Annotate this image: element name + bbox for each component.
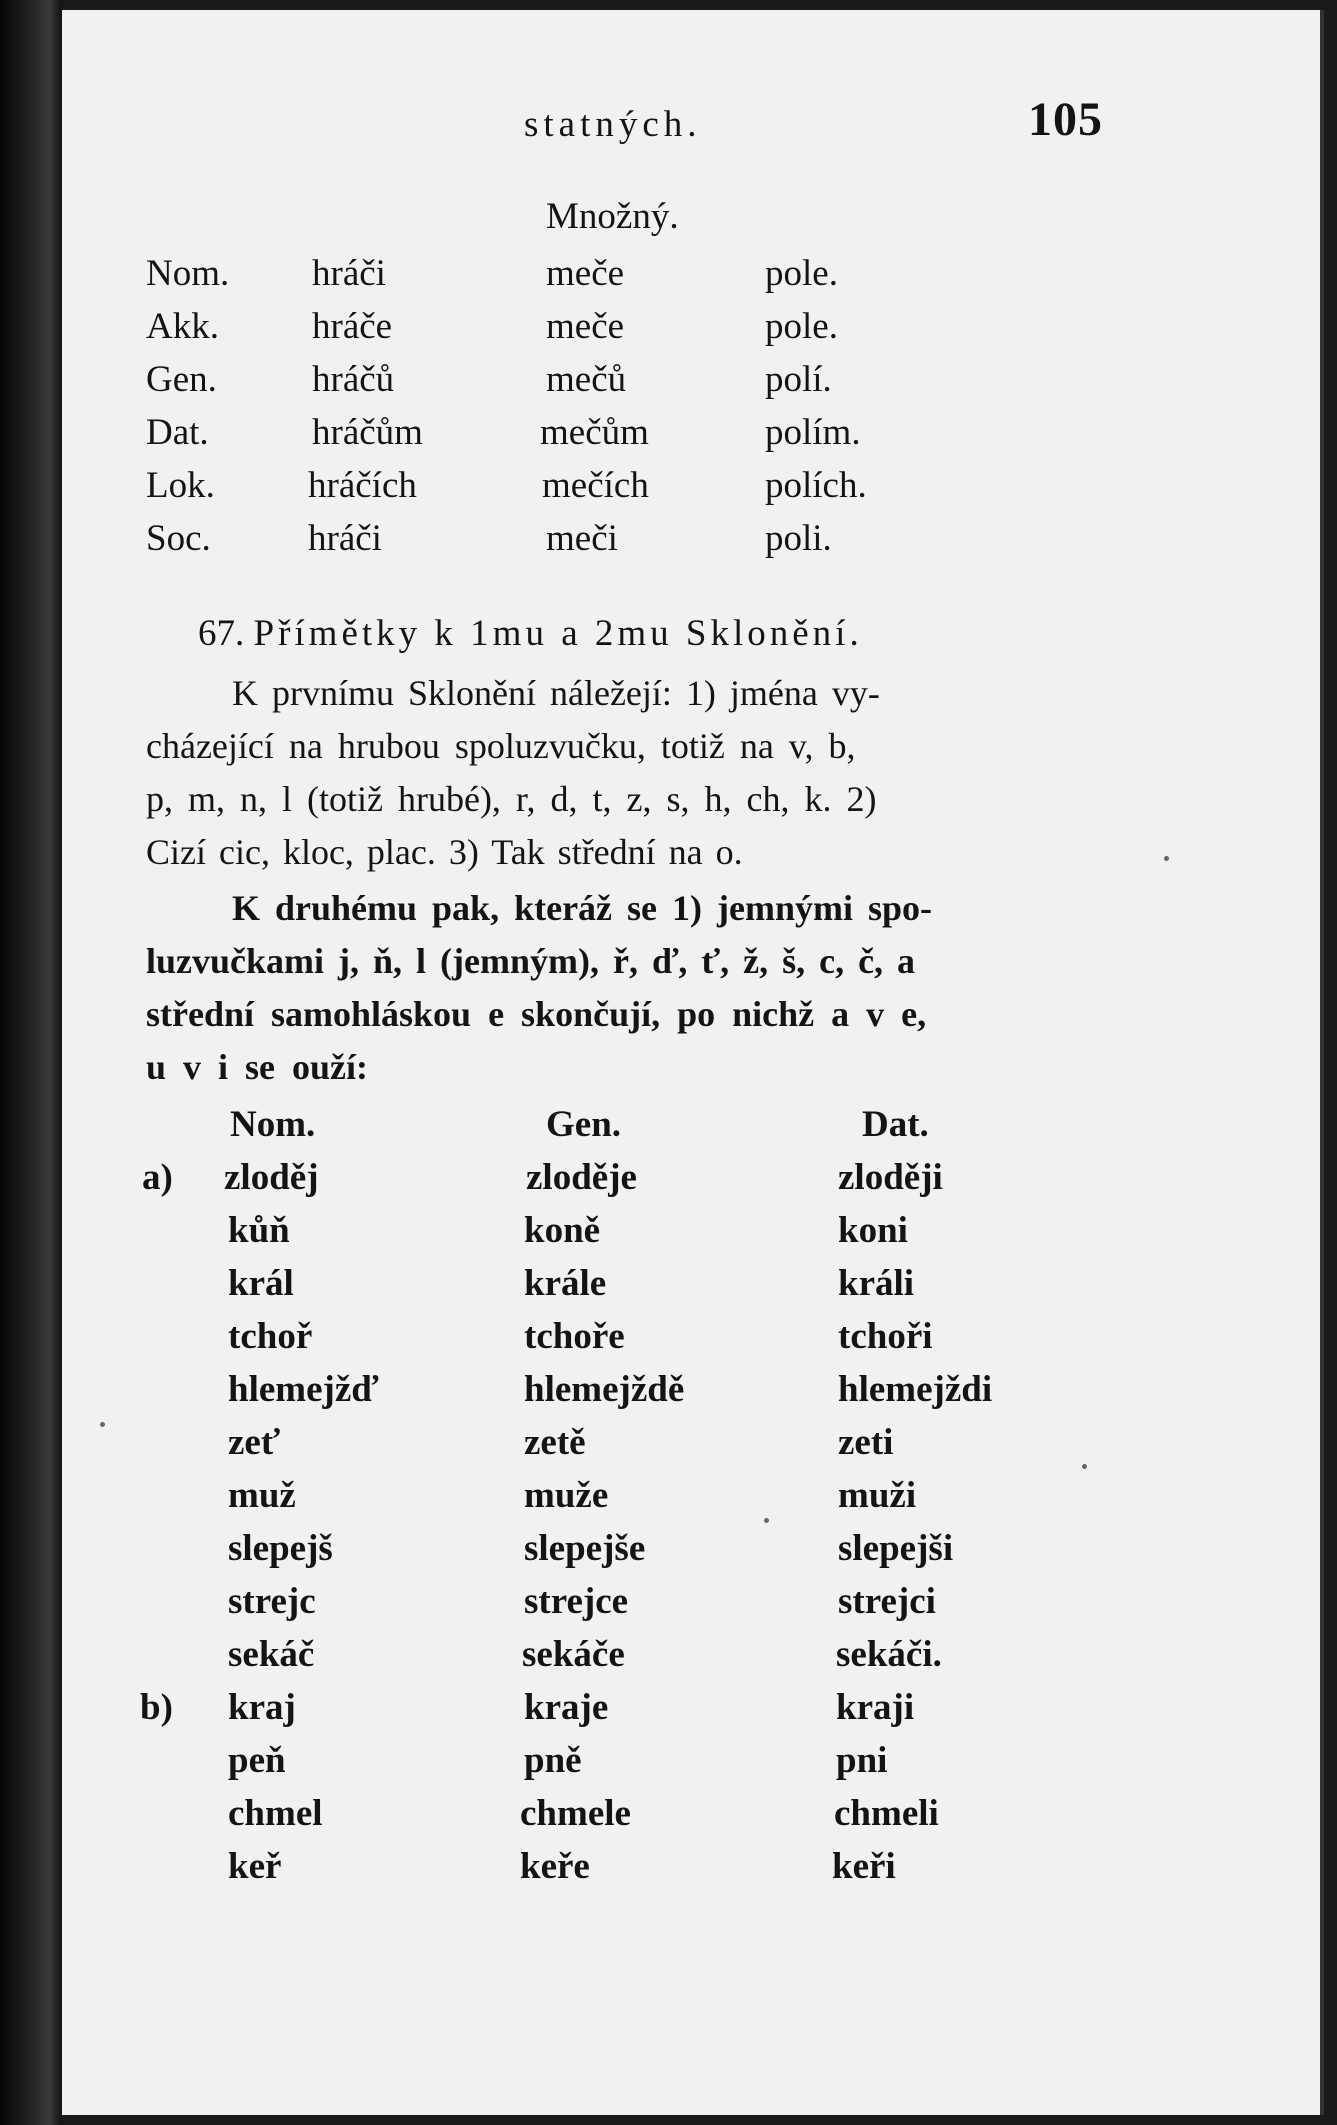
table-cell: hráči [308,518,382,559]
table-cell: meče [546,306,625,347]
table-cell: meče [546,253,625,294]
dative-cell: muži [838,1475,917,1516]
genitive-cell: keře [520,1846,590,1887]
plural-heading: Množný. [546,196,679,237]
dative-cell: slepejši [838,1528,954,1569]
text-line: p, m, n, l (totiž hrubé), r, d, t, z, s, h, ch, k. 2) [146,779,877,819]
genitive-cell: koně [524,1210,601,1251]
book-page [62,10,1324,2115]
dative-cell: tchoři [838,1316,933,1357]
dative-cell: koni [838,1210,908,1251]
genitive-cell: strejce [524,1581,629,1622]
book-binding-edge [0,0,62,2125]
nominative-cell: kůň [228,1210,290,1251]
section-heading [198,615,863,652]
table-cell: hráči [312,253,386,294]
nominative-cell: peň [228,1740,286,1781]
section-title: Přímětky k 1mu a 2mu Sklonění. [253,613,863,654]
text-line: luzvučkami j, ň, l (jemným), ř, ď, ť, ž, š, c, č, a [146,941,916,981]
dative-cell: pni [836,1740,888,1781]
nominative-cell: muž [228,1475,296,1516]
table-cell: hráčích [308,465,417,506]
text-line: střední samohláskou e skončují, po nichž a v e, [146,994,927,1034]
case-label: Lok. [146,465,215,506]
group-marker: b) [140,1687,173,1728]
genitive-cell: zetě [524,1422,586,1463]
table-cell: mečů [546,359,627,400]
nominative-cell: kraj [228,1687,296,1728]
text-line: K druhému pak, kteráž se 1) jemnými spo- [232,888,932,928]
dative-cell: keři [832,1846,896,1887]
table-cell: pole. [765,253,838,294]
nominative-cell: hlemejžď [228,1369,379,1410]
table-cell: polí. [765,359,832,400]
table-cell: meči [546,518,618,559]
genitive-cell: tchoře [524,1316,625,1357]
text-line: u v i se ouží: [146,1047,369,1087]
case-label: Nom. [146,253,230,294]
dative-cell: chmeli [834,1793,939,1834]
dative-cell: králi [838,1263,915,1304]
table-cell: hráče [312,306,393,347]
dative-cell: kraji [836,1687,915,1728]
genitive-cell: zloděje [526,1157,637,1198]
dative-cell: hlemejždi [838,1369,993,1410]
table-cell: mečích [542,465,649,506]
table-cell: polích. [765,465,867,506]
paper-speck [1082,1464,1087,1469]
genitive-cell: hlemejždě [524,1369,685,1410]
column-header-gen: Gen. [546,1104,622,1145]
nominative-cell: slepejš [228,1528,333,1569]
dative-cell: zloději [838,1157,943,1198]
nominative-cell: chmel [228,1793,323,1834]
text-line: cházející na hrubou spoluzvučku, totiž na v, b, [146,726,856,766]
genitive-cell: sekáče [522,1634,625,1675]
genitive-cell: krále [524,1263,607,1304]
nominative-cell: tchoř [228,1316,313,1357]
nominative-cell: strejc [228,1581,316,1622]
section-number: 67. [198,613,245,654]
case-label: Dat. [146,412,209,453]
group-marker: a) [142,1157,173,1198]
genitive-cell: chmele [520,1793,631,1834]
page-number: 105 [1028,93,1103,146]
nominative-cell: zeť [228,1422,281,1463]
genitive-cell: pně [524,1740,582,1781]
table-cell: pole. [765,306,838,347]
table-cell: poli. [765,518,832,559]
table-cell: hráčů [312,359,395,400]
nominative-cell: král [228,1263,294,1304]
table-cell: polím. [765,412,861,453]
nominative-cell: sekáč [228,1634,315,1675]
paper-speck [1164,856,1169,861]
case-label: Gen. [146,359,217,400]
genitive-cell: muže [524,1475,609,1516]
nominative-cell: zloděj [224,1157,319,1198]
running-head: statných. [524,104,702,145]
table-cell: hráčům [312,412,423,453]
column-header-nom: Nom. [230,1104,316,1145]
case-label: Soc. [146,518,211,559]
paper-speck [100,1422,105,1427]
nominative-cell: keř [228,1846,282,1887]
paper-speck [764,1518,769,1523]
text-line: Cizí cic, kloc, plac. 3) Tak střední na o. [146,832,743,872]
table-cell: mečům [540,412,649,453]
column-header-dat: Dat. [862,1104,929,1145]
genitive-cell: kraje [524,1687,609,1728]
text-line: K prvnímu Sklonění náležejí: 1) jména vy- [232,673,880,713]
dative-cell: strejci [838,1581,936,1622]
dative-cell: zeti [838,1422,894,1463]
genitive-cell: slepejše [524,1528,646,1569]
case-label: Akk. [146,306,219,347]
dative-cell: sekáči. [836,1634,942,1675]
